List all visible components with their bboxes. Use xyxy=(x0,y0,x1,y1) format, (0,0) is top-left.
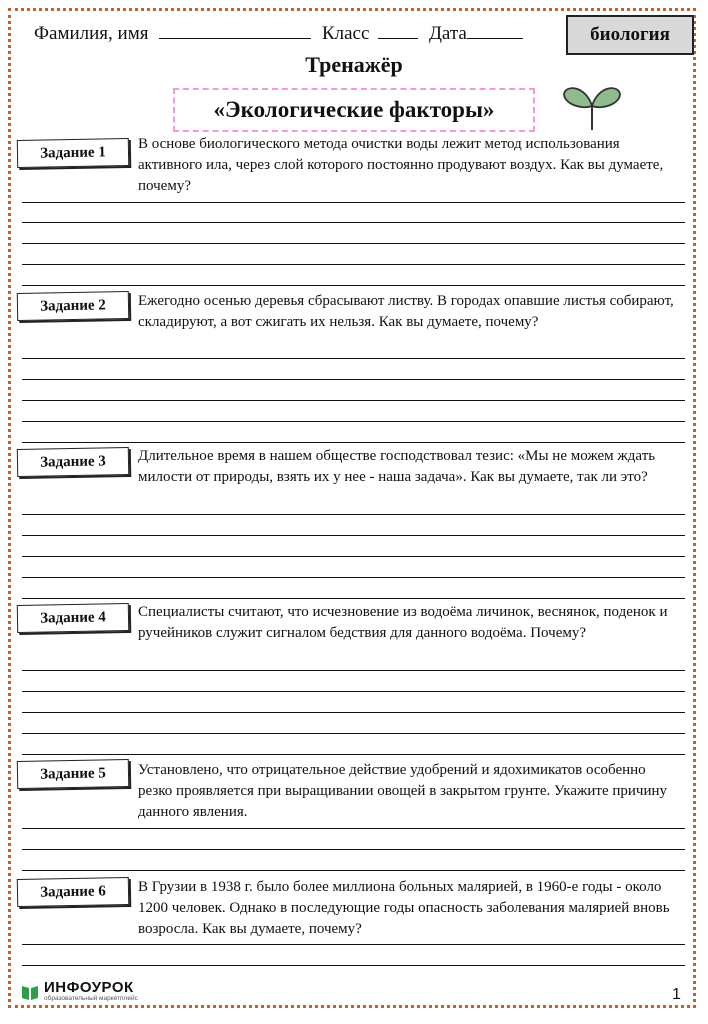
subject-badge: биология xyxy=(566,15,694,55)
answer-line[interactable] xyxy=(22,421,685,422)
answer-line[interactable] xyxy=(22,514,685,515)
answer-line[interactable] xyxy=(22,849,685,850)
answer-line[interactable] xyxy=(22,828,685,829)
answer-line[interactable] xyxy=(22,358,685,359)
infourok-logo xyxy=(20,980,138,1003)
answer-line[interactable] xyxy=(22,670,685,671)
answer-line[interactable] xyxy=(22,222,685,223)
date-label: Дата xyxy=(428,23,467,44)
book-icon xyxy=(20,982,40,1002)
answer-line[interactable] xyxy=(22,243,685,244)
answer-line[interactable] xyxy=(22,556,685,557)
answer-line[interactable] xyxy=(22,535,685,536)
answer-line[interactable] xyxy=(22,754,685,755)
answer-line[interactable] xyxy=(22,733,685,734)
answer-line[interactable] xyxy=(22,944,685,945)
sprout-icon xyxy=(560,80,624,132)
student-info-line xyxy=(34,20,523,45)
answer-line[interactable] xyxy=(22,712,685,713)
task-5-label: Задание 5 xyxy=(17,759,129,789)
logo-subtitle: образовательный маркетплейс xyxy=(44,995,138,1002)
date-field[interactable] xyxy=(467,20,523,39)
answer-line[interactable] xyxy=(22,285,685,286)
task-4-text: Специалисты считают, что исчезновение из водоёма личинок, веснянок, поденок и ручейников служит сигналом бедствия для данного водоёма. Почему? xyxy=(138,604,668,641)
task-6-label: Задание 6 xyxy=(17,877,129,907)
task-3-label: Задание 3 xyxy=(17,447,129,477)
task-4-label: Задание 4 xyxy=(17,603,129,633)
name-field[interactable] xyxy=(159,20,311,39)
class-field[interactable] xyxy=(378,20,418,39)
answer-line[interactable] xyxy=(22,870,685,871)
class-label: Класс xyxy=(321,23,370,44)
topic-title: «Экологические факторы» xyxy=(173,88,535,132)
task-2-text: Ежегодно осенью деревья сбрасывают листву. В городах опавшие листья собирают, складируют, а вот сжигать их нельзя. Как вы думаете, почему? xyxy=(138,293,674,330)
page-title: Тренажёр xyxy=(305,52,403,77)
page-number: 1 xyxy=(672,986,681,1003)
task-1-text: В основе биологического метода очистки воды лежит метод использования активного ила, через слой которого постоянно продувают воздух. Как вы думаете, почему? xyxy=(138,136,664,194)
task-2-label: Задание 2 xyxy=(17,291,129,321)
answer-line[interactable] xyxy=(22,965,685,966)
answer-line[interactable] xyxy=(22,202,685,203)
answer-line[interactable] xyxy=(22,691,685,692)
answer-line[interactable] xyxy=(22,400,685,401)
answer-line[interactable] xyxy=(22,598,685,599)
task-5-text: Установлено, что отрицательное действие удобрений и ядохимикатов особенно резко проявляется при выращивании овощей в закрытом грунте. Укажите причину данного явления. xyxy=(138,762,668,820)
task-6-text: В Грузии в 1938 г. было более миллиона больных малярией, в 1960-е годы - около 1200 человек. Однако в последующие годы опасность заболевания малярией вновь возросла. Как вы думаете, почему? xyxy=(138,879,670,937)
answer-line[interactable] xyxy=(22,577,685,578)
task-3-text: Длительное время в нашем обществе господствовал тезис: «Мы не можем ждать милости от природы, взять их у нее - наша задача». Как вы думаете, так ли это? xyxy=(138,448,656,485)
answer-line[interactable] xyxy=(22,379,685,380)
answer-line[interactable] xyxy=(22,264,685,265)
answer-line[interactable] xyxy=(22,442,685,443)
logo-name: ИНФОУРОК xyxy=(44,979,134,996)
name-label: Фамилия, имя xyxy=(34,23,149,44)
task-1-label: Задание 1 xyxy=(17,138,129,168)
